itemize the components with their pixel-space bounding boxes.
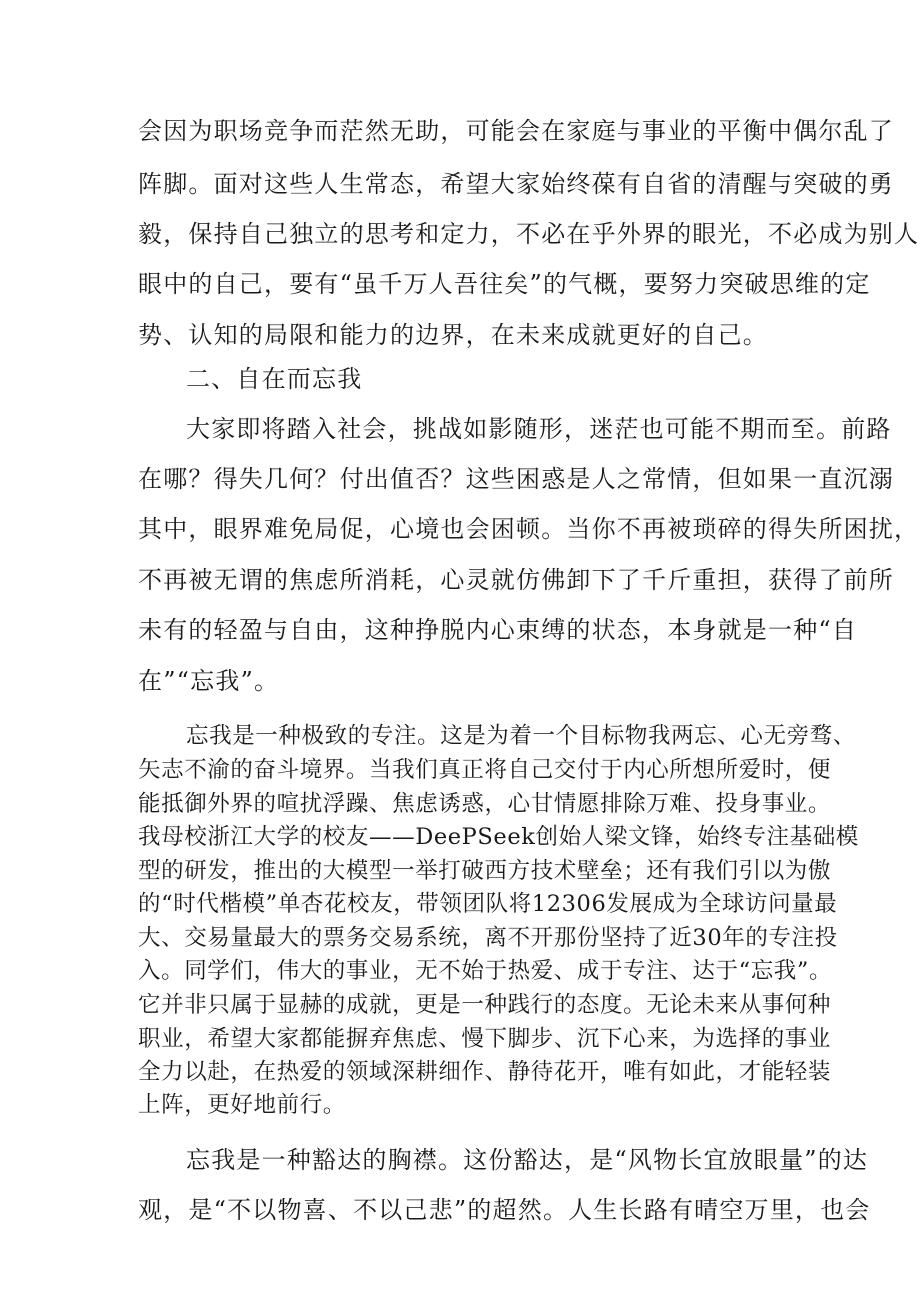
text-line: 它并非只属于显赫的成就，更是一种践行的态度。无论未来从事何种 bbox=[138, 992, 832, 1018]
text-line: 未有的轻盈与自由，这种挣脱内心束缚的状态，本身就是一种“自 bbox=[138, 616, 858, 644]
text-line: 能抵御外界的喧扰浮躁、焦虑诱惑，心甘情愿排除万难、投身事业。 bbox=[138, 791, 832, 817]
text-line: 全力以赴，在热爱的领域深耕细作、静待花开，唯有如此，才能轻装 bbox=[138, 1059, 832, 1085]
text-line: 忘我是一种豁达的胸襟。这份豁达，是“风物长宜放眼量”的达 bbox=[186, 1146, 869, 1174]
text-line: 在”“忘我”。 bbox=[138, 667, 280, 695]
text-line: 入。同学们，伟大的事业，无不始于热爱、成于专注、达于“忘我”。 bbox=[138, 958, 833, 984]
text-line: 我母校浙江大学的校友——DeePSeek创始人梁文锋，始终专注基础模 bbox=[138, 824, 859, 850]
text-line: 不再被无谓的焦虑所消耗，心灵就仿佛卸下了千斤重担，获得了前所 bbox=[138, 566, 894, 594]
text-line: 大家即将踏入社会，挑战如影随形，迷茫也可能不期而至。前路 bbox=[186, 415, 892, 443]
text-line: 大、交易量最大的票务交易系统，离不开那份坚持了近30年的专注投 bbox=[138, 925, 838, 951]
text-line: 矢志不渝的奋斗境界。当我们真正将自己交付于内心所想所爱时，便 bbox=[138, 757, 832, 783]
text-line: 眼中的自己，要有“虽千万人吾往矣”的气概，要努力突破思维的定 bbox=[138, 270, 871, 298]
text-line: 在哪？得失几何？付出值否？这些困惑是人之常情，但如果一直沉溺 bbox=[138, 465, 894, 493]
text-line: 忘我是一种极致的专注。这是为着一个目标物我两忘、心无旁骛、 bbox=[186, 723, 856, 749]
text-line: 毅，保持自己独立的思考和定力，不必在乎外界的眼光，不必成为别人 bbox=[138, 220, 920, 248]
text-line: 的“时代楷模”单杏花校友，带领团队将12306发展成为全球访问量最 bbox=[138, 891, 838, 917]
section-heading: 二、自在而忘我 bbox=[186, 365, 363, 393]
text-line: 会因为职场竞争而茫然无助，可能会在家庭与事业的平衡中偶尔乱了 bbox=[138, 117, 894, 145]
text-line: 型的研发，推出的大模型一举打破西方技术壁垒；还有我们引以为傲 bbox=[138, 858, 832, 884]
text-line: 上阵，更好地前行。 bbox=[138, 1092, 346, 1118]
text-line: 阵脚。面对这些人生常态，希望大家始终葆有自省的清醒与突破的勇 bbox=[138, 170, 894, 198]
text-line: 势、认知的局限和能力的边界，在未来成就更好的自己。 bbox=[138, 321, 768, 349]
text-line: 职业，希望大家都能摒弃焦虑、慢下脚步、沉下心来，为选择的事业 bbox=[138, 1026, 832, 1052]
text-line: 其中，眼界难免局促，心境也会困顿。当你不再被琐碎的得失所困扰， bbox=[138, 515, 920, 543]
text-line: 观，是“不以物喜、不以己悲”的超然。人生长路有晴空万里，也会 bbox=[138, 1196, 871, 1224]
